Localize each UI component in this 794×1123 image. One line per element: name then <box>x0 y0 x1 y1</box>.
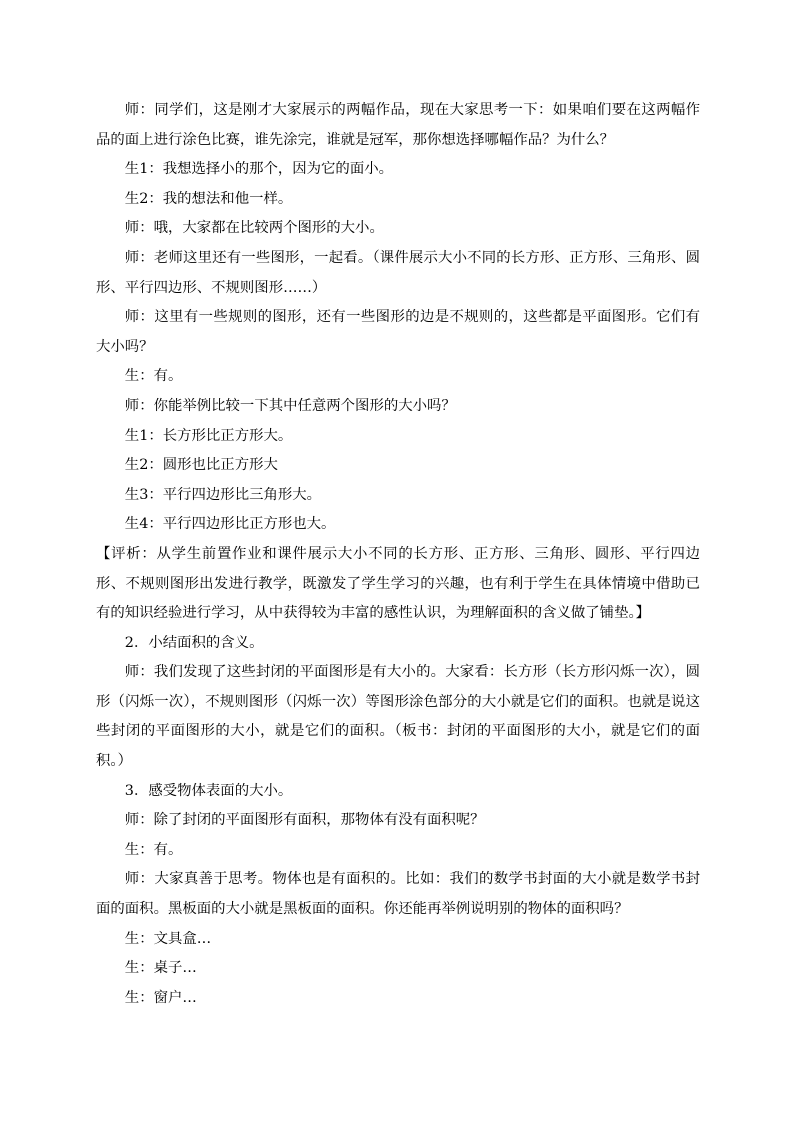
dialog-paragraph: 师：除了封闭的平面图形有面积，那物体有没有面积呢？ <box>124 812 485 829</box>
dialog-paragraph: 生：有。 <box>124 368 183 385</box>
dialog-paragraph: 生4：平行四边形比正方形也大。 <box>124 516 336 533</box>
dialog-paragraph: 生：桌子… <box>124 960 197 977</box>
dialog-paragraph: 生：有。 <box>124 841 183 858</box>
dialog-paragraph: 生1：长方形比正方形大。 <box>124 427 293 444</box>
dialog-paragraph: 生2：我的想法和他一样。 <box>124 190 293 207</box>
dialog-paragraph: 师：同学们，这是刚才大家展示的两幅作品，现在大家思考一下：如果咱们要在这两幅作品的面上进行涂色比赛，谁先涂完，谁就是冠军，那你想选择哪幅作品？为什么？ <box>96 102 700 148</box>
dialog-paragraph: 师：老师这里还有一些图形，一起看。（课件展示大小不同的长方形、正方形、三角形、圆形、平行四边形、不规则图形……） <box>96 249 700 296</box>
dialog-paragraph: 生1：我想选择小的那个，因为它的面小。 <box>124 161 393 178</box>
dialog-paragraph: 生：窗户… <box>124 989 197 1006</box>
dialog-paragraph: 生2：圆形也比正方形大 <box>124 457 278 474</box>
dialog-paragraph: 生3：平行四边形比三角形大。 <box>124 486 322 503</box>
document-body <box>96 96 700 1013</box>
section-heading: 2．小结面积的含义。 <box>124 634 264 651</box>
dialog-paragraph: 师：大家真善于思考。物体也是有面积的。比如：我们的数学书封面的大小就是数学书封面的面积。黑板面的大小就是黑板面的面积。你还能再举例说明别的物体的面积吗？ <box>96 871 700 918</box>
comment-paragraph: 【评析：从学生前置作业和课件展示大小不同的长方形、正方形、三角形、圆形、平行四边形、不规则图形出发进行教学，既激发了学生学习的兴趣，也有利于学生在具体情境中借助已有的知识经验进行学习，从中获得较为丰富的感性认识，为理解面积的含义做了铺垫。】 <box>96 545 700 622</box>
dialog-paragraph: 师：你能举例比较一下其中任意两个图形的大小吗？ <box>124 397 456 414</box>
dialog-paragraph: 师：我们发现了这些封闭的平面图形是有大小的。大家看：长方形（长方形闪烁一次），圆形（闪烁一次），不规则图形（闪烁一次）等图形涂色部分的大小就是它们的面积。也就是说这些封闭的平面图形的大小，就是它们的面积。（板书：封闭的平面图形的大小，就是它们的面积。） <box>96 664 700 770</box>
dialog-paragraph: 生：文具盒… <box>124 930 212 947</box>
dialog-paragraph: 师：哦，大家都在比较两个图形的大小。 <box>124 220 384 237</box>
section-heading: 3．感受物体表面的大小。 <box>124 782 293 799</box>
dialog-paragraph: 师：这里有一些规则的图形，还有一些图形的边是不规则的，这些都是平面图形。它们有大小吗？ <box>96 309 700 355</box>
